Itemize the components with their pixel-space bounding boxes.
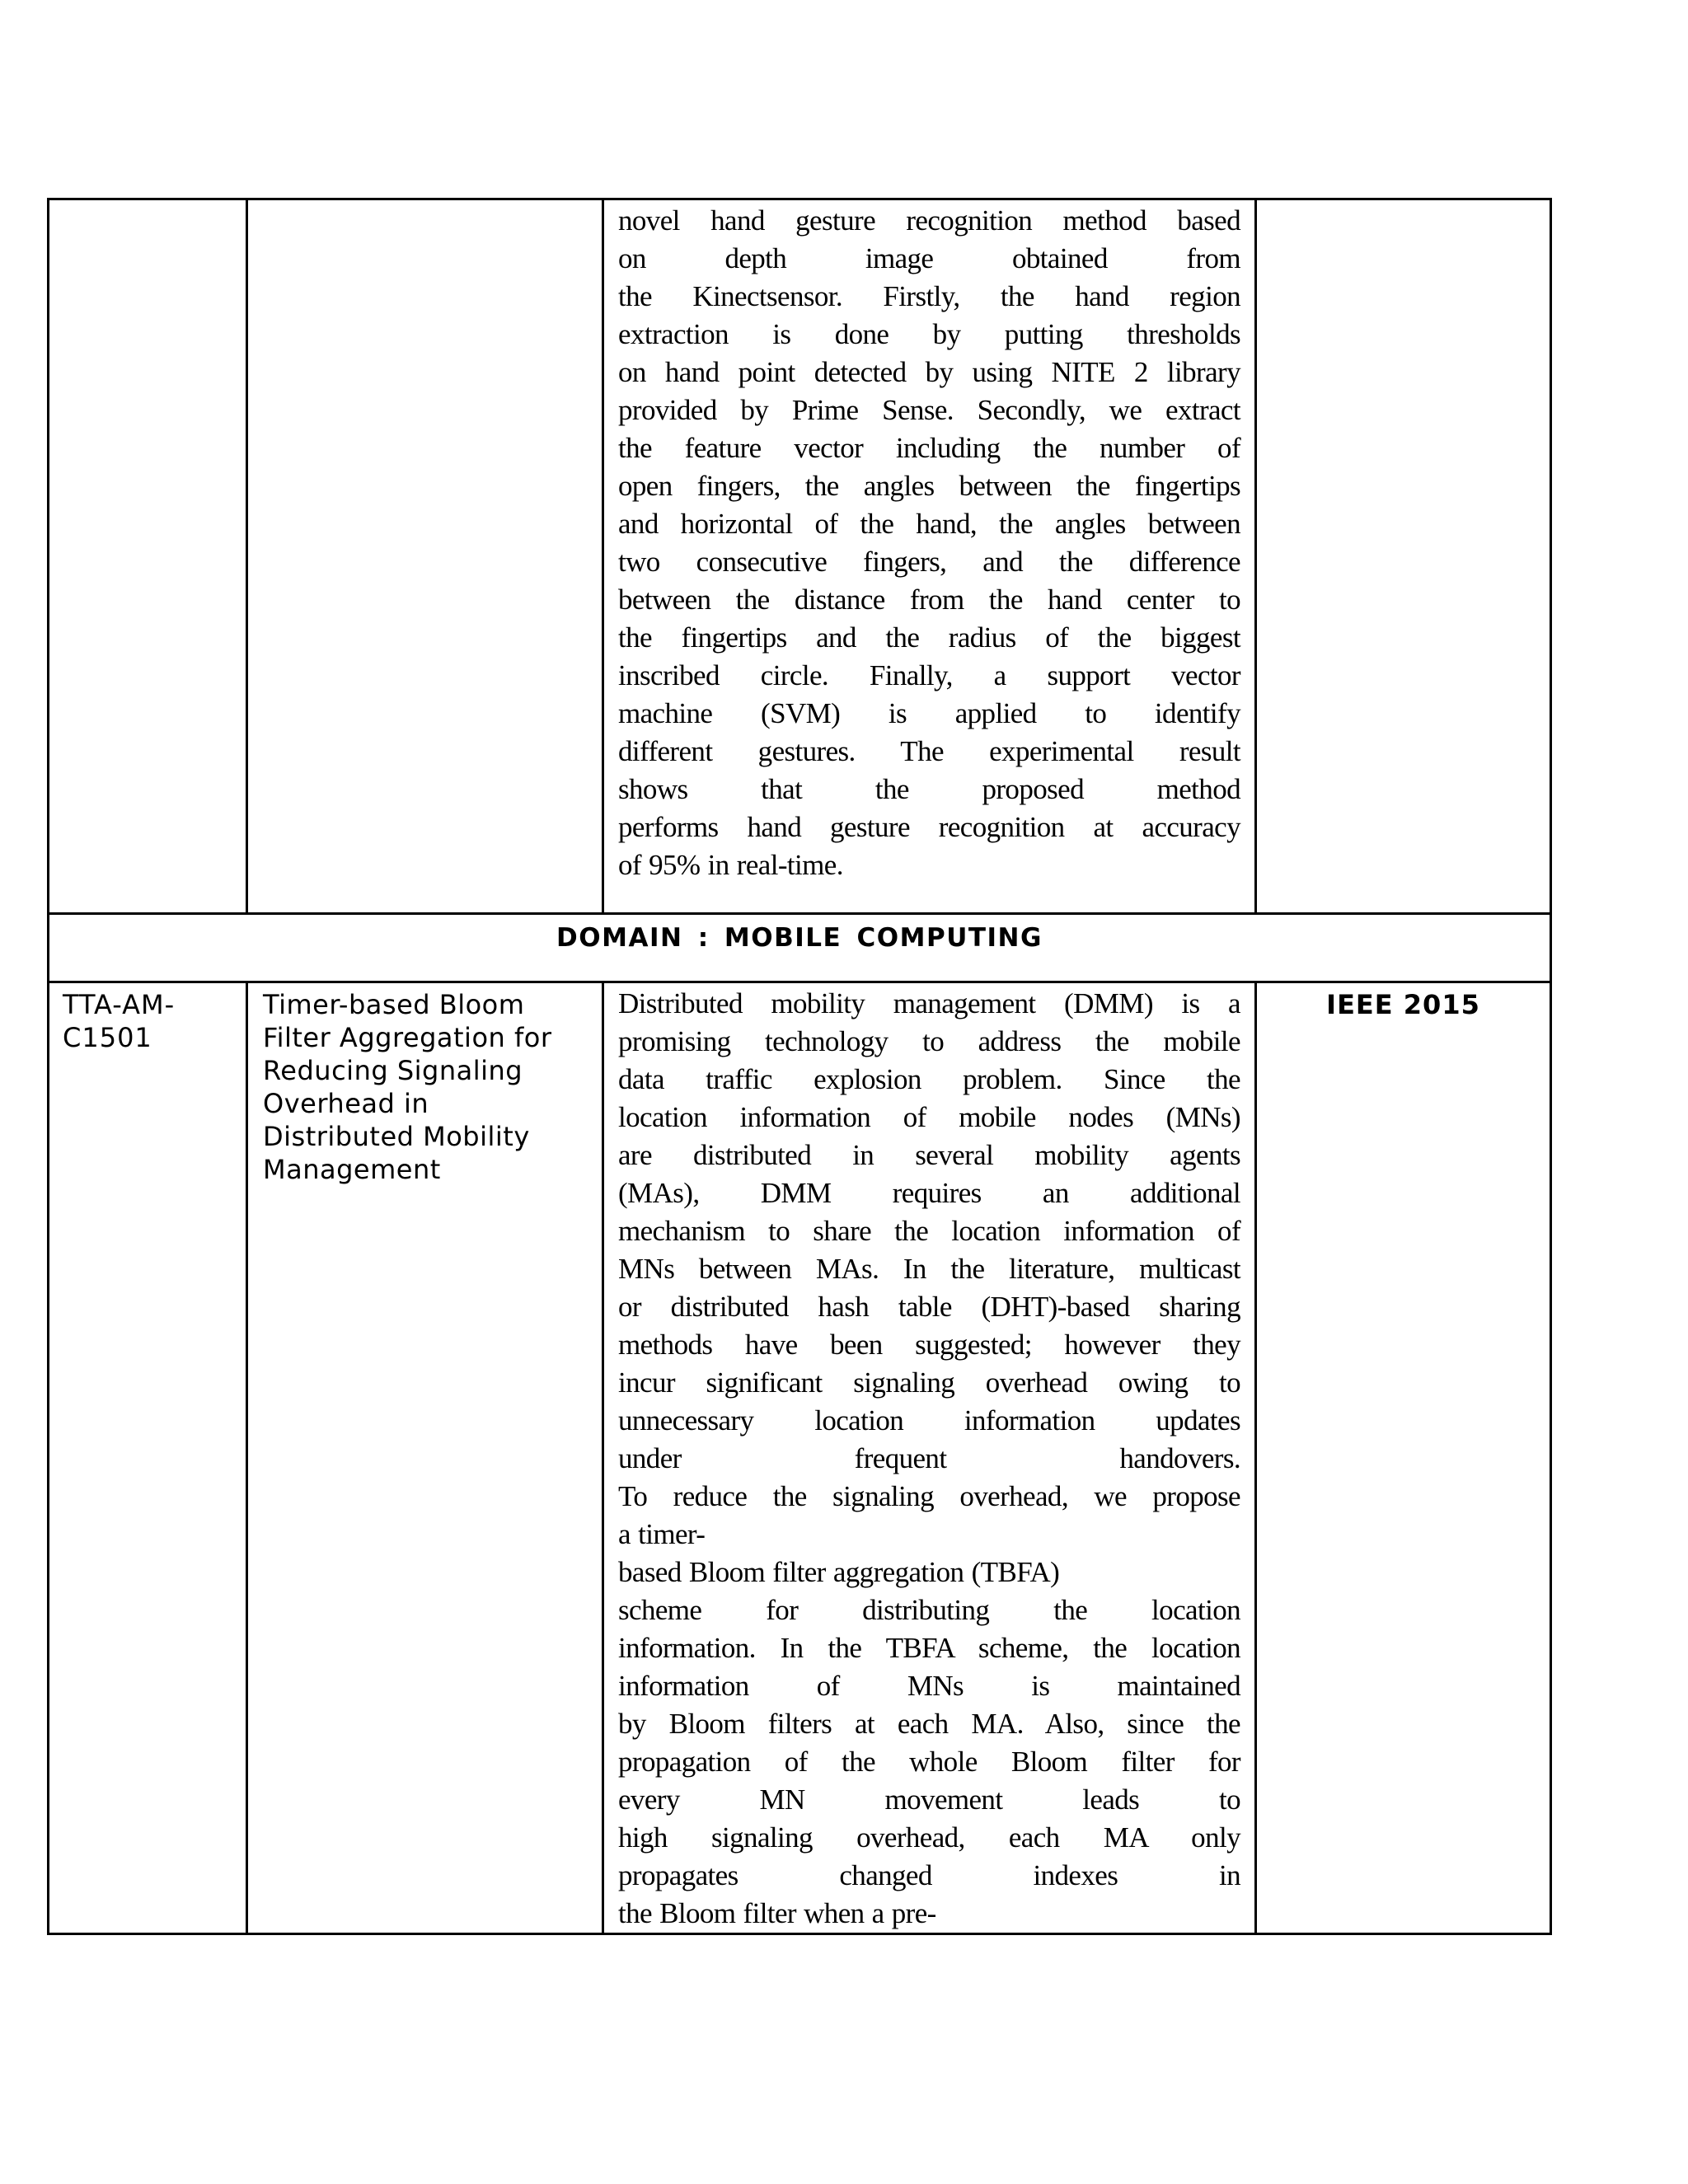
domain-heading-row <box>49 914 1551 982</box>
domain-heading-cell <box>49 914 1551 982</box>
project-code-line: C1501 <box>63 1022 152 1053</box>
abstract-line: shows that the proposed method <box>618 773 1240 805</box>
abstract-line: MNs between MAs. In the literature, multicast <box>618 1253 1240 1285</box>
project-title-line: Management <box>263 1154 441 1185</box>
abstract-line: every MN movement leads to <box>618 1783 1240 1816</box>
project-title-line: Filter Aggregation for <box>263 1022 552 1053</box>
abstract-line: incur significant signaling overhead owing to <box>618 1366 1240 1399</box>
abstract-line: between the distance from the hand center to <box>618 583 1240 616</box>
abstract-line: methods have been suggested; however they <box>618 1329 1240 1361</box>
project-code-cell <box>49 199 247 914</box>
project-title <box>248 200 602 205</box>
project-code-line: TTA-AM- <box>63 989 176 1020</box>
table-row-continued <box>49 199 1551 914</box>
abstract-text <box>604 983 1254 1933</box>
abstract-line: are distributed in several mobility agents <box>618 1139 1240 1171</box>
abstract-line: extraction is done by putting thresholds <box>618 318 1240 350</box>
abstract-line: To reduce the signaling overhead, we propose <box>618 1480 1240 1512</box>
abstract-line: the feature vector including the number of <box>618 432 1240 464</box>
table-row <box>49 982 1551 1934</box>
abstract-line: based Bloom filter aggregation (TBFA) <box>618 1556 1060 1588</box>
abstract-line: the fingertips and the radius of the biggest <box>618 621 1240 654</box>
abstract-line: inscribed circle. Finally, a support vector <box>618 659 1240 691</box>
project-table <box>47 198 1552 1935</box>
abstract-line: a timer- <box>618 1518 706 1550</box>
abstract-line: machine (SVM) is applied to identify <box>618 697 1240 729</box>
project-code <box>49 200 246 205</box>
abstract-line: by Bloom filters at each MA. Also, since the <box>618 1708 1240 1740</box>
project-title-cell <box>247 982 603 1934</box>
abstract-line: or distributed hash table (DHT)-based sharing <box>618 1291 1240 1323</box>
project-title <box>248 983 602 1186</box>
abstract-line: high signaling overhead, each MA only <box>618 1821 1240 1854</box>
abstract-line: information. In the TBFA scheme, the location <box>618 1632 1240 1664</box>
abstract-line: scheme for distributing the location <box>618 1594 1240 1626</box>
abstract-line: (MAs), DMM requires an additional <box>618 1177 1240 1209</box>
abstract-line: promising technology to address the mobile <box>618 1025 1240 1057</box>
abstract-line: and horizontal of the hand, the angles between <box>618 508 1240 540</box>
abstract-cell <box>603 199 1256 914</box>
abstract-line: propagates changed indexes in <box>618 1859 1240 1891</box>
project-code-cell <box>49 982 247 1934</box>
abstract-line: location information of mobile nodes (MNs) <box>618 1101 1240 1133</box>
domain-heading: DOMAIN : MOBILE COMPUTING <box>556 923 1043 953</box>
abstract-line: information of MNs is maintained <box>618 1670 1240 1702</box>
publication-label: IEEE 2015 <box>1326 989 1480 1020</box>
abstract-line: the Kinectsensor. Firstly, the hand region <box>618 280 1240 312</box>
abstract-line: unnecessary location information updates <box>618 1404 1240 1436</box>
abstract-line: propagation of the whole Bloom filter for <box>618 1746 1240 1778</box>
abstract-line: mechanism to share the location information of <box>618 1215 1240 1247</box>
abstract-line: two consecutive fingers, and the difference <box>618 546 1240 578</box>
project-title-cell <box>247 199 603 914</box>
abstract-line: on hand point detected by using NITE 2 library <box>618 356 1240 388</box>
abstract-cell <box>603 982 1256 1934</box>
abstract-line: of 95% in real-time. <box>618 849 843 881</box>
publication-label <box>1257 200 1550 205</box>
project-title-line: Reducing Signaling <box>263 1055 523 1086</box>
abstract-line: on depth image obtained from <box>618 242 1240 274</box>
abstract-line: novel hand gesture recognition method based <box>618 204 1240 237</box>
abstract-line: the Bloom filter when a pre- <box>618 1897 936 1929</box>
abstract-line: performs hand gesture recognition at accuracy <box>618 811 1240 843</box>
abstract-line: open fingers, the angles between the fingertips <box>618 470 1240 502</box>
project-title-line: Overhead in <box>263 1088 429 1119</box>
abstract-line: provided by Prime Sense. Secondly, we extract <box>618 394 1240 426</box>
abstract-line: different gestures. The experimental result <box>618 735 1240 767</box>
abstract-text <box>604 200 1254 884</box>
abstract-line: data traffic explosion problem. Since the <box>618 1063 1240 1095</box>
publication-cell <box>1256 982 1551 1934</box>
abstract-line: Distributed mobility management (DMM) is a <box>618 987 1240 1019</box>
project-title-line: Distributed Mobility <box>263 1121 530 1152</box>
project-title-line: Timer-based Bloom <box>263 989 525 1020</box>
abstract-line: under frequent handovers. <box>618 1442 1240 1474</box>
publication-cell <box>1256 199 1551 914</box>
